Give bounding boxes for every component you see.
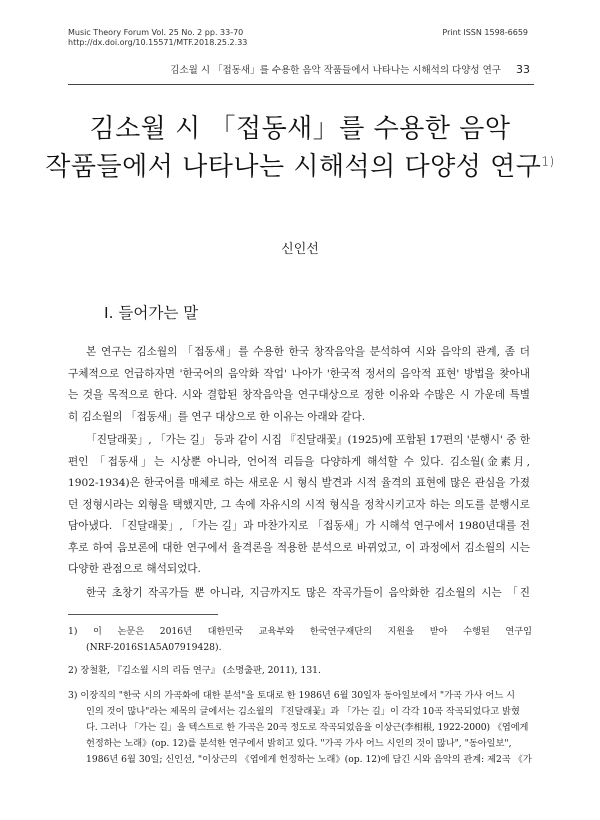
- footnote-line: 3) 이장직의 "한국 시의 가곡화에 대한 분석"을 토대로 한 1986년 6월 30일자 동아일보에서 "가곡 가사 어느 시: [68, 690, 516, 701]
- text-line: 「진달래꽃」, 「가는 길」 등과 같이 시집 『진달래꽃』(1925)에 포함된 17편의 '분행시' 중 한: [86, 434, 530, 446]
- text-line: 편인 「접동새」는 시상뿐 아니라, 언어적 리듬을 다양하게 해석할 수 있다. 김소월(金素月,: [68, 455, 530, 468]
- author-name: 신인선: [281, 242, 319, 257]
- header-rule: [68, 84, 534, 85]
- journal-doi-line[interactable]: http://dx.doi.org/10.15571/MTF.2018.25.2.33: [68, 38, 248, 47]
- section-heading: I. 들어가는 말: [104, 304, 199, 322]
- footnote-line: 1) 이 논문은 2016년 대한민국 교육부와 한국연구재단의 지원을 받아 수행된 연구임: [68, 626, 532, 637]
- page-number: 33: [516, 63, 530, 76]
- footnote-line: 인의 것이 많나"라는 제목의 글에서는 김소월의 『진달래꽃』과 「가는 길」이 각각 10곡 작곡되었다고 밝혔: [86, 706, 520, 717]
- title-footnote-marker[interactable]: 1): [541, 154, 555, 169]
- footnote-2: [68, 663, 532, 679]
- footnote-line: 2) 장철환, 『김소월 시의 리듬 연구』 (소명출판, 2011), 131.: [68, 665, 321, 676]
- article-title-line-1: 김소월 시 「접동새」를 수용한 음악: [89, 114, 511, 144]
- footnote-line: (NRF-2016S1A5A07919428).: [86, 642, 222, 653]
- text-line: 담아냈다. 「진달래꽃」, 「가는 길」과 마찬가지로 「접동새」가 시해석 연구에서 1980년대를 전: [68, 520, 530, 532]
- article-title-text: 작품들에서 나타나는 시해석의 다양성 연구: [45, 152, 542, 182]
- footnote-line: 헌정하는 노래》(op. 12)를 분석한 연구에서 밝히고 있다. "가곡 가사 어느 시인의 것이 많나", "동아일보",: [86, 738, 512, 749]
- footnote-3: [68, 688, 532, 768]
- paragraph-3: [68, 583, 530, 605]
- text-line: 는 것을 목적으로 한다. 시와 결합된 창작음악을 연구대상으로 정한 이유와 수많은 시 가운데 특별: [68, 389, 530, 401]
- footnote-rule: [68, 614, 218, 615]
- footnote-line: 다. 그러나 「가는 길」을 텍스트로 한 가곡은 20곡 정도로 작곡되었음을 이상근(李相根, 1922-2000) 《엽에게: [86, 722, 529, 733]
- paragraph-1: [68, 342, 530, 428]
- footnote-1: [68, 624, 532, 656]
- journal-volume-line: Music Theory Forum Vol. 25 No. 2 pp. 33-70: [68, 28, 244, 37]
- paragraph-2: [68, 430, 530, 581]
- text-line: 구체적으로 언급하자면 '한국어의 음악화 작업' 나아가 '한국적 정서의 음악적 표현' 방법을 찾아내: [68, 367, 530, 380]
- text-line: 본 연구는 김소월의 「접동새」를 수용한 한국 창작음악을 분석하여 시와 음악의 관계, 좀 더: [86, 346, 530, 358]
- running-title: 김소월 시 「접동새」를 수용한 음악 작품들에서 나타나는 시해석의 다양성 연구: [170, 65, 501, 76]
- text-line: 히 김소월의 「접동새」를 연구 대상으로 한 이유는 아래와 같다.: [68, 410, 366, 423]
- footnote-line: 1986년 6월 30일; 신인선, "이상근의 《엽에게 헌정하는 노래》(op. 12)에 담긴 시와 음악의 관계: 제2곡 《가: [86, 754, 532, 765]
- journal-citation: [68, 28, 247, 48]
- text-line: 다양한 관점으로 해석되었다.: [68, 563, 201, 575]
- text-line: 후로 하여 음보론에 대한 연구에서 율격론을 적용한 분석으로 바뀌었고, 이 과정에서 김소월의 시는: [68, 541, 530, 554]
- text-line: 던 정형시라는 외형을 택했지만, 그 속에 자유시의 시적 형식을 정착시키고자 하는 의도를 분행시로: [68, 498, 530, 511]
- article-title-line-2: [40, 146, 560, 183]
- text-line: 한국 초창기 작곡가들 뿐 아니라, 지금까지도 많은 작곡가들이 음악화한 김소월의 시는 「진: [86, 587, 530, 599]
- text-line: 1902-1934)은 한국어를 매체로 하는 새로운 시 형식 발견과 시적 율격의 표현에 많은 관심을 가졌: [68, 477, 530, 489]
- running-header: [170, 62, 530, 76]
- issn-label: Print ISSN 1598-6659: [442, 28, 528, 37]
